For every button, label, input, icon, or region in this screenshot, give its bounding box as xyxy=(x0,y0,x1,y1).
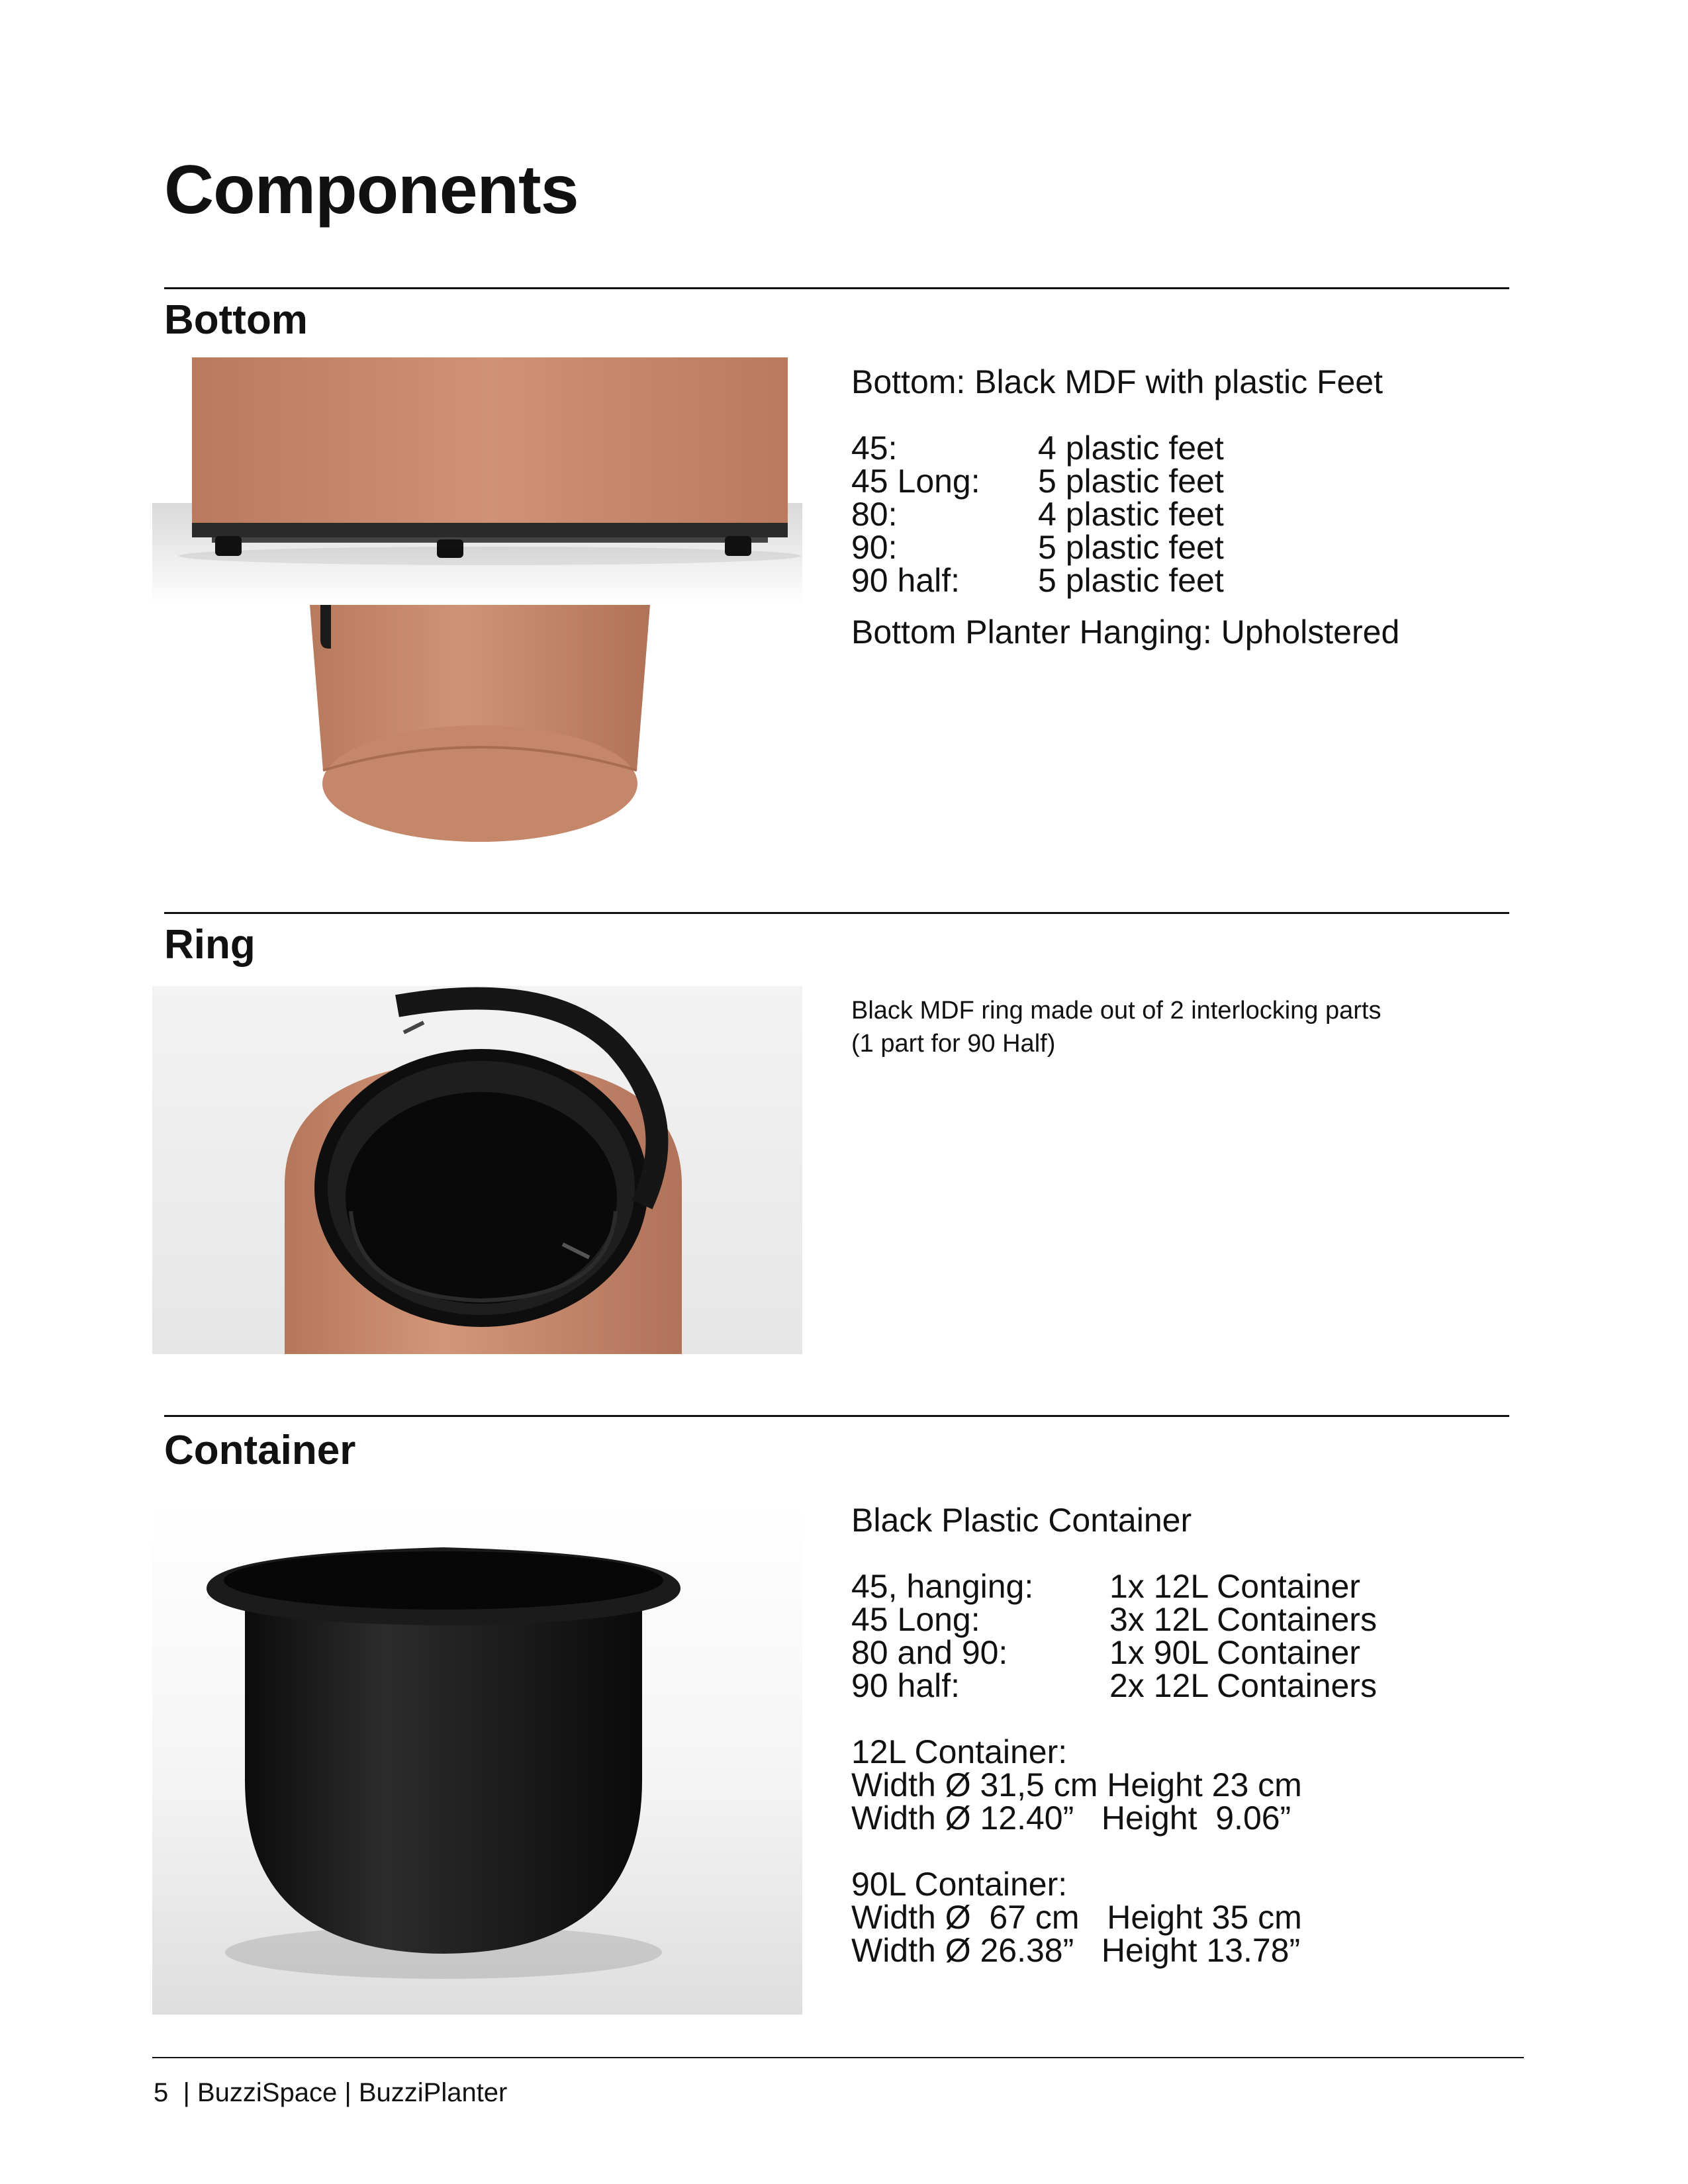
feet-count: 5 plastic feet xyxy=(1038,529,1224,566)
section-heading-ring: Ring xyxy=(164,922,256,968)
container-model: 45, hanging: xyxy=(851,1568,1034,1605)
container-model: 90 half: xyxy=(851,1667,961,1704)
section-divider-bottom xyxy=(164,287,1509,289)
feet-model: 45 Long: xyxy=(851,463,980,500)
container-qty: 3x 12L Containers xyxy=(1109,1601,1377,1638)
feet-row xyxy=(851,432,1399,465)
ring-note-text: (1 part for 90 Half) xyxy=(851,1030,1056,1058)
container-90l-metric: Width Ø 67 cm Height 35 cm xyxy=(851,1899,1302,1936)
section-heading-container: Container xyxy=(164,1428,356,1473)
feet-count: 4 plastic feet xyxy=(1038,496,1224,533)
container-qty: 2x 12L Containers xyxy=(1109,1667,1377,1704)
ring-image xyxy=(152,986,802,1354)
feet-count: 5 plastic feet xyxy=(1038,562,1224,599)
container-12l-title: 12L Container: xyxy=(851,1733,1068,1770)
container-model: 80 and 90: xyxy=(851,1634,1008,1671)
section-heading-bottom: Bottom xyxy=(164,297,308,343)
feet-model: 80: xyxy=(851,496,898,533)
feet-count: 4 plastic feet xyxy=(1038,430,1224,467)
feet-model: 45: xyxy=(851,430,898,467)
feet-row xyxy=(851,531,1399,564)
footer-text: 5 | BuzziSpace | BuzziPlanter xyxy=(154,2078,508,2107)
feet-model: 90 half: xyxy=(851,562,961,599)
container-90l-title: 90L Container: xyxy=(851,1866,1068,1903)
container-image xyxy=(152,1502,802,2015)
bottom-description xyxy=(851,365,1399,649)
container-row xyxy=(851,1669,1377,1702)
container-qty: 1x 12L Container xyxy=(1109,1568,1360,1605)
bottom-feet-image xyxy=(152,357,802,605)
container-row xyxy=(851,1603,1377,1636)
container-12l-imperial: Width Ø 12.40” Height 9.06” xyxy=(851,1799,1291,1837)
container-model: 45 Long: xyxy=(851,1601,980,1638)
feet-model: 90: xyxy=(851,529,898,566)
container-qty: 1x 90L Container xyxy=(1109,1634,1360,1671)
ring-material-text: Black MDF ring made out of 2 interlocking parts xyxy=(851,997,1382,1024)
container-material-text: Black Plastic Container xyxy=(851,1502,1192,1539)
container-row xyxy=(851,1570,1377,1603)
bottom-hanging-text: Bottom Planter Hanging: Upholstered xyxy=(851,614,1400,651)
container-90l-imperial: Width Ø 26.38” Height 13.78” xyxy=(851,1932,1301,1969)
footer-divider xyxy=(152,2057,1524,2058)
ring-description xyxy=(851,994,1381,1060)
feet-count: 5 plastic feet xyxy=(1038,463,1224,500)
section-divider-ring xyxy=(164,912,1509,914)
bottom-material-text: Bottom: Black MDF with plastic Feet xyxy=(851,363,1383,400)
section-divider-container xyxy=(164,1415,1509,1417)
container-row xyxy=(851,1636,1377,1669)
feet-row xyxy=(851,498,1399,531)
container-12l-metric: Width Ø 31,5 cm Height 23 cm xyxy=(851,1766,1302,1803)
bottom-hanging-image xyxy=(291,605,662,843)
page-title: Components xyxy=(164,152,579,228)
feet-row xyxy=(851,564,1399,597)
feet-row xyxy=(851,465,1399,498)
container-description xyxy=(851,1504,1377,1967)
